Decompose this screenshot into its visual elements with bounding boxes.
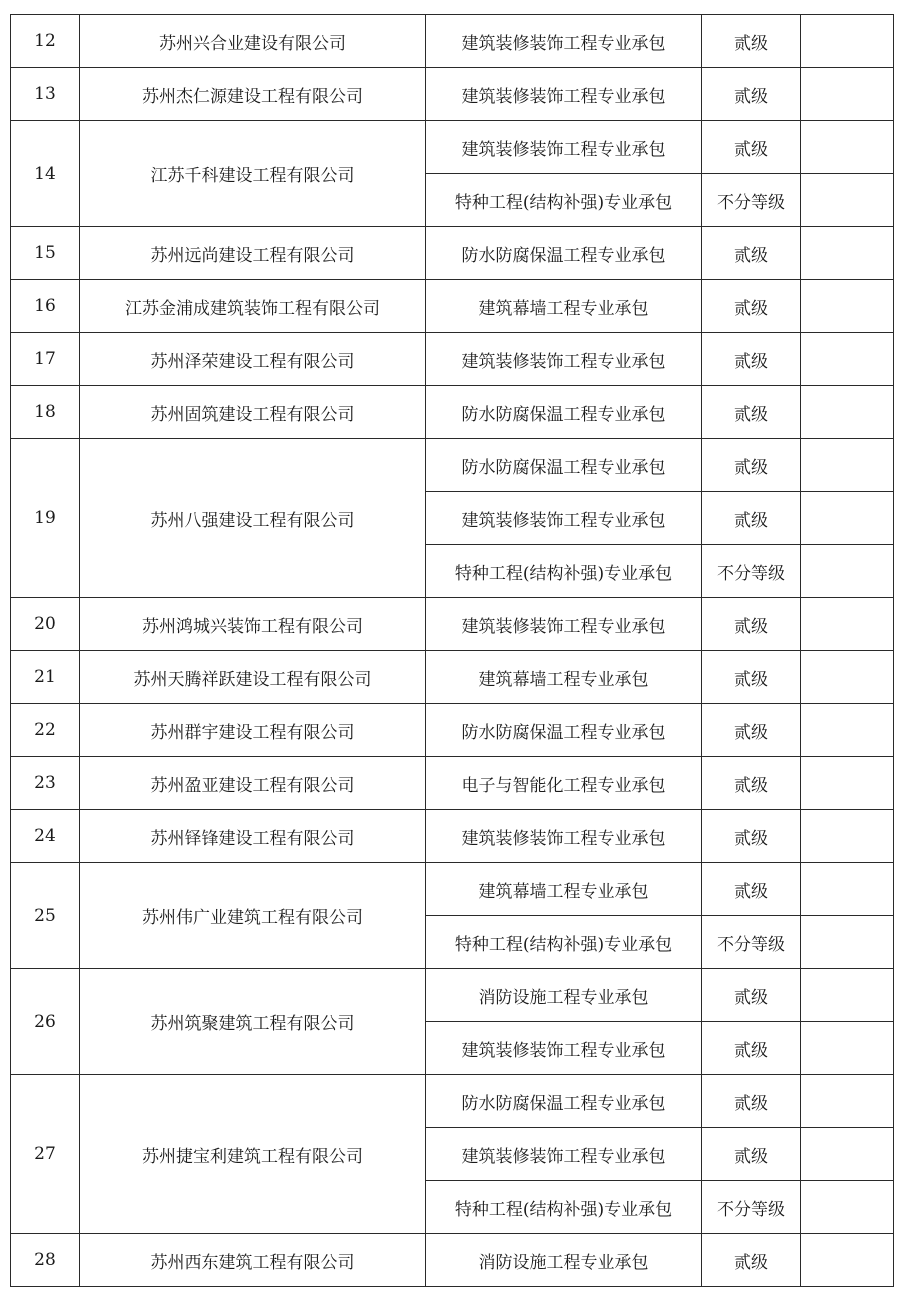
qualification-grade-cell: 贰级 [702, 969, 801, 1022]
qualification-type-cell: 建筑装修装饰工程专业承包 [426, 1128, 702, 1181]
qualification-grade-cell: 贰级 [702, 1075, 801, 1128]
qualification-type-cell: 建筑装修装饰工程专业承包 [426, 121, 702, 174]
row-number-cell: 17 [11, 333, 80, 386]
table-row [11, 280, 894, 333]
company-name-cell: 苏州兴合业建设有限公司 [80, 15, 426, 68]
qualification-type-cell: 建筑装修装饰工程专业承包 [426, 598, 702, 651]
qualification-grade-cell: 贰级 [702, 863, 801, 916]
row-number-cell: 12 [11, 15, 80, 68]
qualification-type-cell: 防水防腐保温工程专业承包 [426, 1075, 702, 1128]
qualification-grade-cell: 贰级 [702, 1128, 801, 1181]
table-row [11, 386, 894, 439]
qualification-type-cell: 建筑装修装饰工程专业承包 [426, 68, 702, 121]
row-number-cell: 20 [11, 598, 80, 651]
qualification-type-cell: 特种工程(结构补强)专业承包 [426, 174, 702, 227]
company-name-cell: 苏州盈亚建设工程有限公司 [80, 757, 426, 810]
company-name-cell: 苏州筑聚建筑工程有限公司 [80, 969, 426, 1075]
remarks-cell [801, 651, 894, 704]
remarks-cell [801, 280, 894, 333]
remarks-cell [801, 810, 894, 863]
company-name-cell: 江苏千科建设工程有限公司 [80, 121, 426, 227]
company-name-cell: 苏州群宇建设工程有限公司 [80, 704, 426, 757]
remarks-cell [801, 916, 894, 969]
qualification-type-cell: 防水防腐保温工程专业承包 [426, 439, 702, 492]
company-name-cell: 苏州八强建设工程有限公司 [80, 439, 426, 598]
table-row [11, 598, 894, 651]
company-name-cell: 苏州远尚建设工程有限公司 [80, 227, 426, 280]
qualification-grade-cell: 贰级 [702, 1234, 801, 1287]
remarks-cell [801, 1128, 894, 1181]
table-row [11, 1234, 894, 1287]
qualification-type-cell: 建筑幕墙工程专业承包 [426, 280, 702, 333]
remarks-cell [801, 121, 894, 174]
qualification-type-cell: 建筑幕墙工程专业承包 [426, 863, 702, 916]
remarks-cell [801, 598, 894, 651]
company-name-cell: 苏州铎锋建设工程有限公司 [80, 810, 426, 863]
qualification-type-cell: 消防设施工程专业承包 [426, 1234, 702, 1287]
company-name-cell: 苏州固筑建设工程有限公司 [80, 386, 426, 439]
remarks-cell [801, 492, 894, 545]
row-number-cell: 22 [11, 704, 80, 757]
remarks-cell [801, 333, 894, 386]
remarks-cell [801, 757, 894, 810]
table-row [11, 810, 894, 863]
remarks-cell [801, 545, 894, 598]
table-row [11, 15, 894, 68]
remarks-cell [801, 1234, 894, 1287]
table-row [11, 121, 894, 174]
qualification-type-cell: 防水防腐保温工程专业承包 [426, 227, 702, 280]
table-row [11, 227, 894, 280]
company-name-cell: 苏州天腾祥跃建设工程有限公司 [80, 651, 426, 704]
remarks-cell [801, 15, 894, 68]
remarks-cell [801, 704, 894, 757]
company-name-cell: 苏州西东建筑工程有限公司 [80, 1234, 426, 1287]
qualification-grade-cell: 贰级 [702, 757, 801, 810]
row-number-cell: 28 [11, 1234, 80, 1287]
row-number-cell: 16 [11, 280, 80, 333]
row-number-cell: 19 [11, 439, 80, 598]
qualification-type-cell: 消防设施工程专业承包 [426, 969, 702, 1022]
company-name-cell: 苏州杰仁源建设工程有限公司 [80, 68, 426, 121]
qualification-grade-cell: 贰级 [702, 651, 801, 704]
table-body [11, 15, 894, 1287]
remarks-cell [801, 386, 894, 439]
row-number-cell: 27 [11, 1075, 80, 1234]
row-number-cell: 13 [11, 68, 80, 121]
remarks-cell [801, 1022, 894, 1075]
company-name-cell: 江苏金浦成建筑装饰工程有限公司 [80, 280, 426, 333]
row-number-cell: 24 [11, 810, 80, 863]
qualification-type-cell: 建筑装修装饰工程专业承包 [426, 1022, 702, 1075]
qualification-type-cell: 电子与智能化工程专业承包 [426, 757, 702, 810]
qualification-grade-cell: 贰级 [702, 704, 801, 757]
qualification-type-cell: 建筑装修装饰工程专业承包 [426, 15, 702, 68]
qualification-grade-cell: 贰级 [702, 280, 801, 333]
remarks-cell [801, 1075, 894, 1128]
row-number-cell: 14 [11, 121, 80, 227]
qualification-grade-cell: 贰级 [702, 333, 801, 386]
remarks-cell [801, 227, 894, 280]
qualification-type-cell: 特种工程(结构补强)专业承包 [426, 545, 702, 598]
qualification-grade-cell: 贰级 [702, 810, 801, 863]
table-row [11, 1075, 894, 1128]
qualification-grade-cell: 不分等级 [702, 174, 801, 227]
qualification-type-cell: 防水防腐保温工程专业承包 [426, 386, 702, 439]
remarks-cell [801, 969, 894, 1022]
qualification-type-cell: 防水防腐保温工程专业承包 [426, 704, 702, 757]
qualification-grade-cell: 贰级 [702, 68, 801, 121]
row-number-cell: 21 [11, 651, 80, 704]
qualification-grade-cell: 贰级 [702, 598, 801, 651]
qualification-type-cell: 建筑装修装饰工程专业承包 [426, 333, 702, 386]
remarks-cell [801, 1181, 894, 1234]
qualification-type-cell: 建筑装修装饰工程专业承包 [426, 492, 702, 545]
qualification-grade-cell: 不分等级 [702, 1181, 801, 1234]
qualification-grade-cell: 不分等级 [702, 916, 801, 969]
remarks-cell [801, 174, 894, 227]
row-number-cell: 23 [11, 757, 80, 810]
table-row [11, 863, 894, 916]
qualification-grade-cell: 不分等级 [702, 545, 801, 598]
qualification-grade-cell: 贰级 [702, 492, 801, 545]
remarks-cell [801, 863, 894, 916]
table-row [11, 439, 894, 492]
qualification-grade-cell: 贰级 [702, 227, 801, 280]
qualification-grade-cell: 贰级 [702, 121, 801, 174]
table-row [11, 651, 894, 704]
table-row [11, 68, 894, 121]
company-name-cell: 苏州捷宝利建筑工程有限公司 [80, 1075, 426, 1234]
table-row [11, 969, 894, 1022]
row-number-cell: 26 [11, 969, 80, 1075]
table-row [11, 757, 894, 810]
table-row [11, 704, 894, 757]
qualification-type-cell: 特种工程(结构补强)专业承包 [426, 1181, 702, 1234]
company-name-cell: 苏州泽荣建设工程有限公司 [80, 333, 426, 386]
qualification-table [10, 14, 894, 1287]
qualification-type-cell: 建筑幕墙工程专业承包 [426, 651, 702, 704]
company-name-cell: 苏州伟广业建筑工程有限公司 [80, 863, 426, 969]
remarks-cell [801, 439, 894, 492]
qualification-grade-cell: 贰级 [702, 439, 801, 492]
row-number-cell: 25 [11, 863, 80, 969]
qualification-type-cell: 特种工程(结构补强)专业承包 [426, 916, 702, 969]
qualification-grade-cell: 贰级 [702, 1022, 801, 1075]
qualification-grade-cell: 贰级 [702, 386, 801, 439]
table-row [11, 333, 894, 386]
row-number-cell: 15 [11, 227, 80, 280]
qualification-type-cell: 建筑装修装饰工程专业承包 [426, 810, 702, 863]
company-name-cell: 苏州鸿城兴装饰工程有限公司 [80, 598, 426, 651]
qualification-grade-cell: 贰级 [702, 15, 801, 68]
row-number-cell: 18 [11, 386, 80, 439]
remarks-cell [801, 68, 894, 121]
